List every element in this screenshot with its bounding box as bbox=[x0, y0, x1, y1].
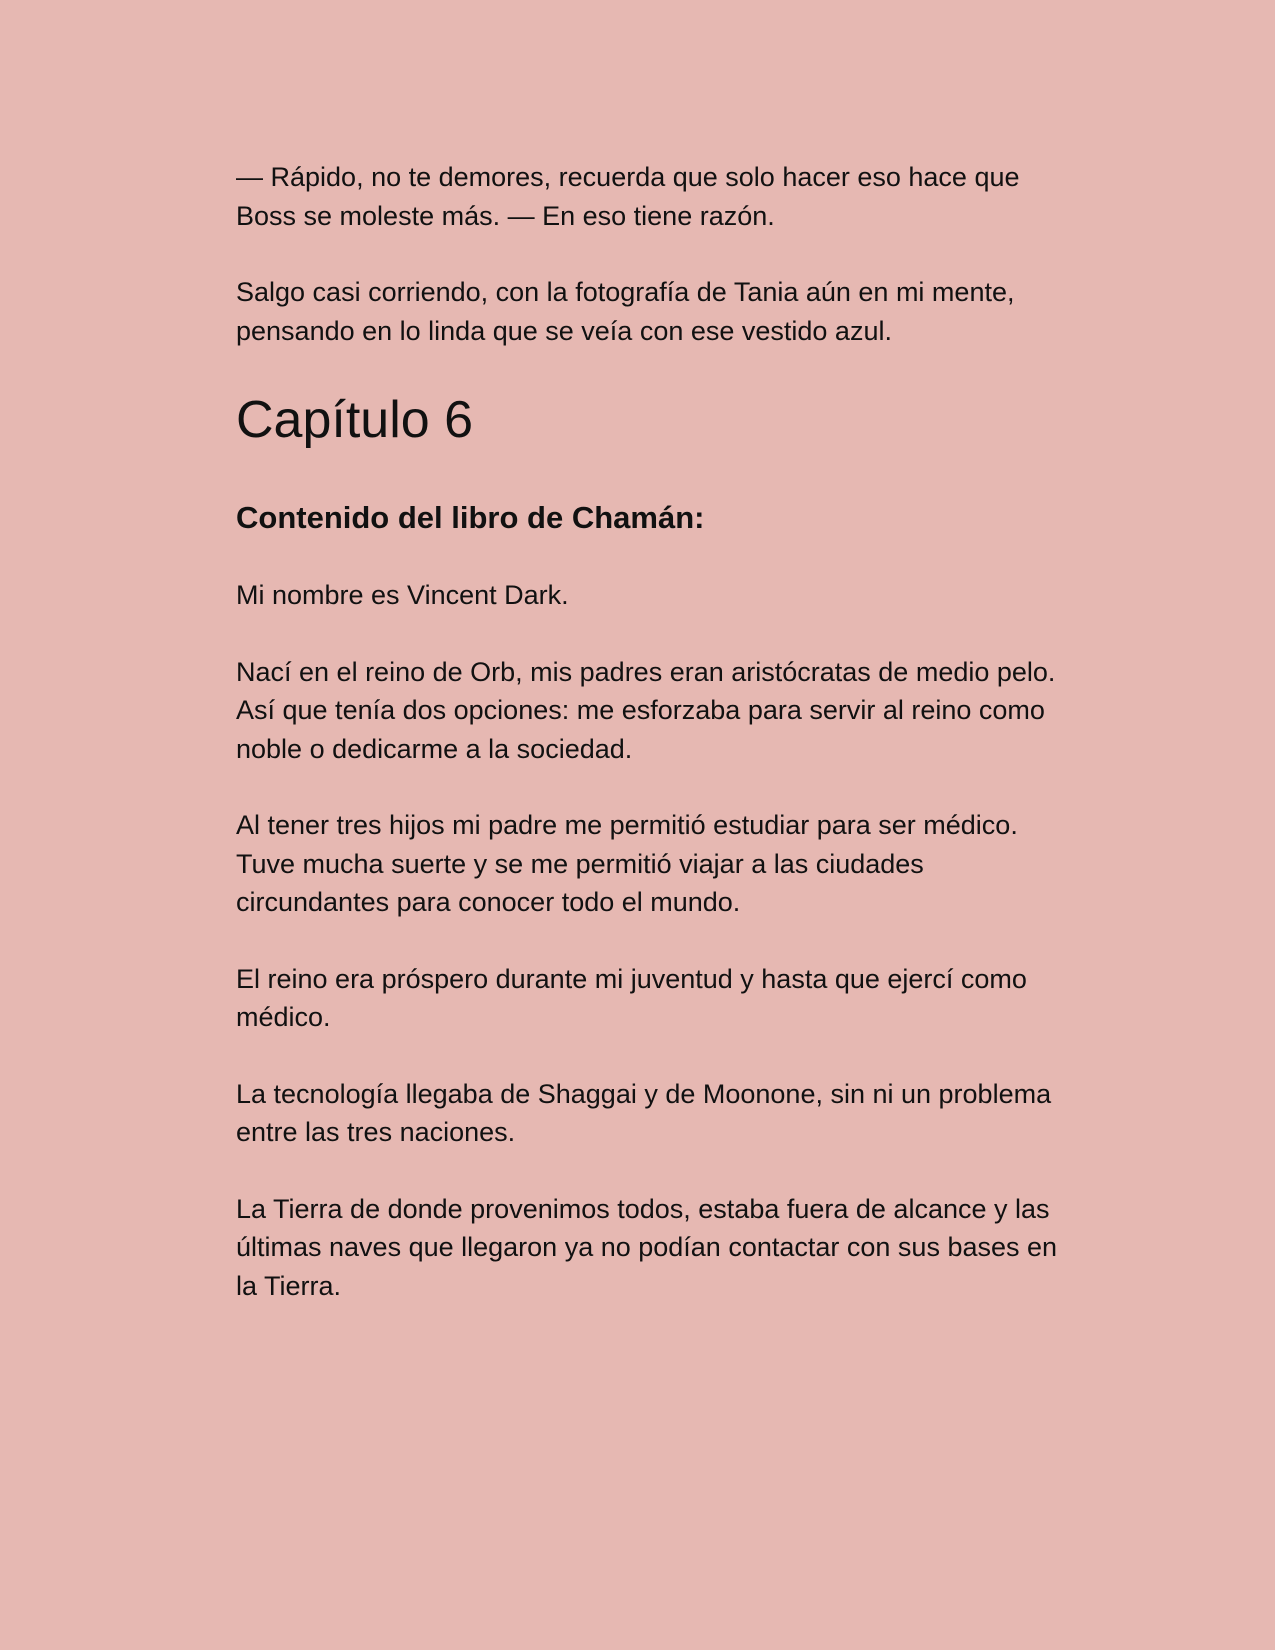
body-paragraph-6: La Tierra de donde provenimos todos, estaba fuera de alcance y las últimas naves que llegaron ya no podían contactar con sus bases en la Tierra. bbox=[236, 1193, 1058, 1301]
chapter-title: Capítulo 6 bbox=[236, 391, 474, 449]
body-paragraph-3: Al tener tres hijos mi padre me permitió estudiar para ser médico. Tuve mucha suerte y se me permitió viajar a las ciudades circundantes para conocer todo el mundo. bbox=[236, 810, 1018, 917]
body-paragraph-5: La tecnología llegaba de Shaggai y de Moonone, sin ni un problema entre las tres naciones. bbox=[236, 1078, 1052, 1147]
body-paragraph-1: Mi nombre es Vincent Dark. bbox=[236, 580, 569, 610]
body-paragraph-2: Nací en el reino de Orb, mis padres eran aristócratas de medio pelo. Así que tenía dos opciones: me esforzaba para servir al reino como noble o dedicarme a la sociedad. bbox=[236, 656, 1056, 764]
document-page bbox=[236, 158, 1136, 1305]
intro-paragraph-1: — Rápido, no te demores, recuerda que solo hacer eso hace que Boss se moleste más. — En eso tiene razón. bbox=[236, 162, 1020, 231]
section-heading: Contenido del libro de Chamán: bbox=[236, 500, 705, 535]
body-paragraph-4: El reino era próspero durante mi juventud y hasta que ejercí como médico. bbox=[236, 963, 1027, 1032]
intro-paragraph-2: Salgo casi corriendo, con la fotografía de Tania aún en mi mente, pensando en lo linda que se veía con ese vestido azul. bbox=[236, 277, 1015, 346]
